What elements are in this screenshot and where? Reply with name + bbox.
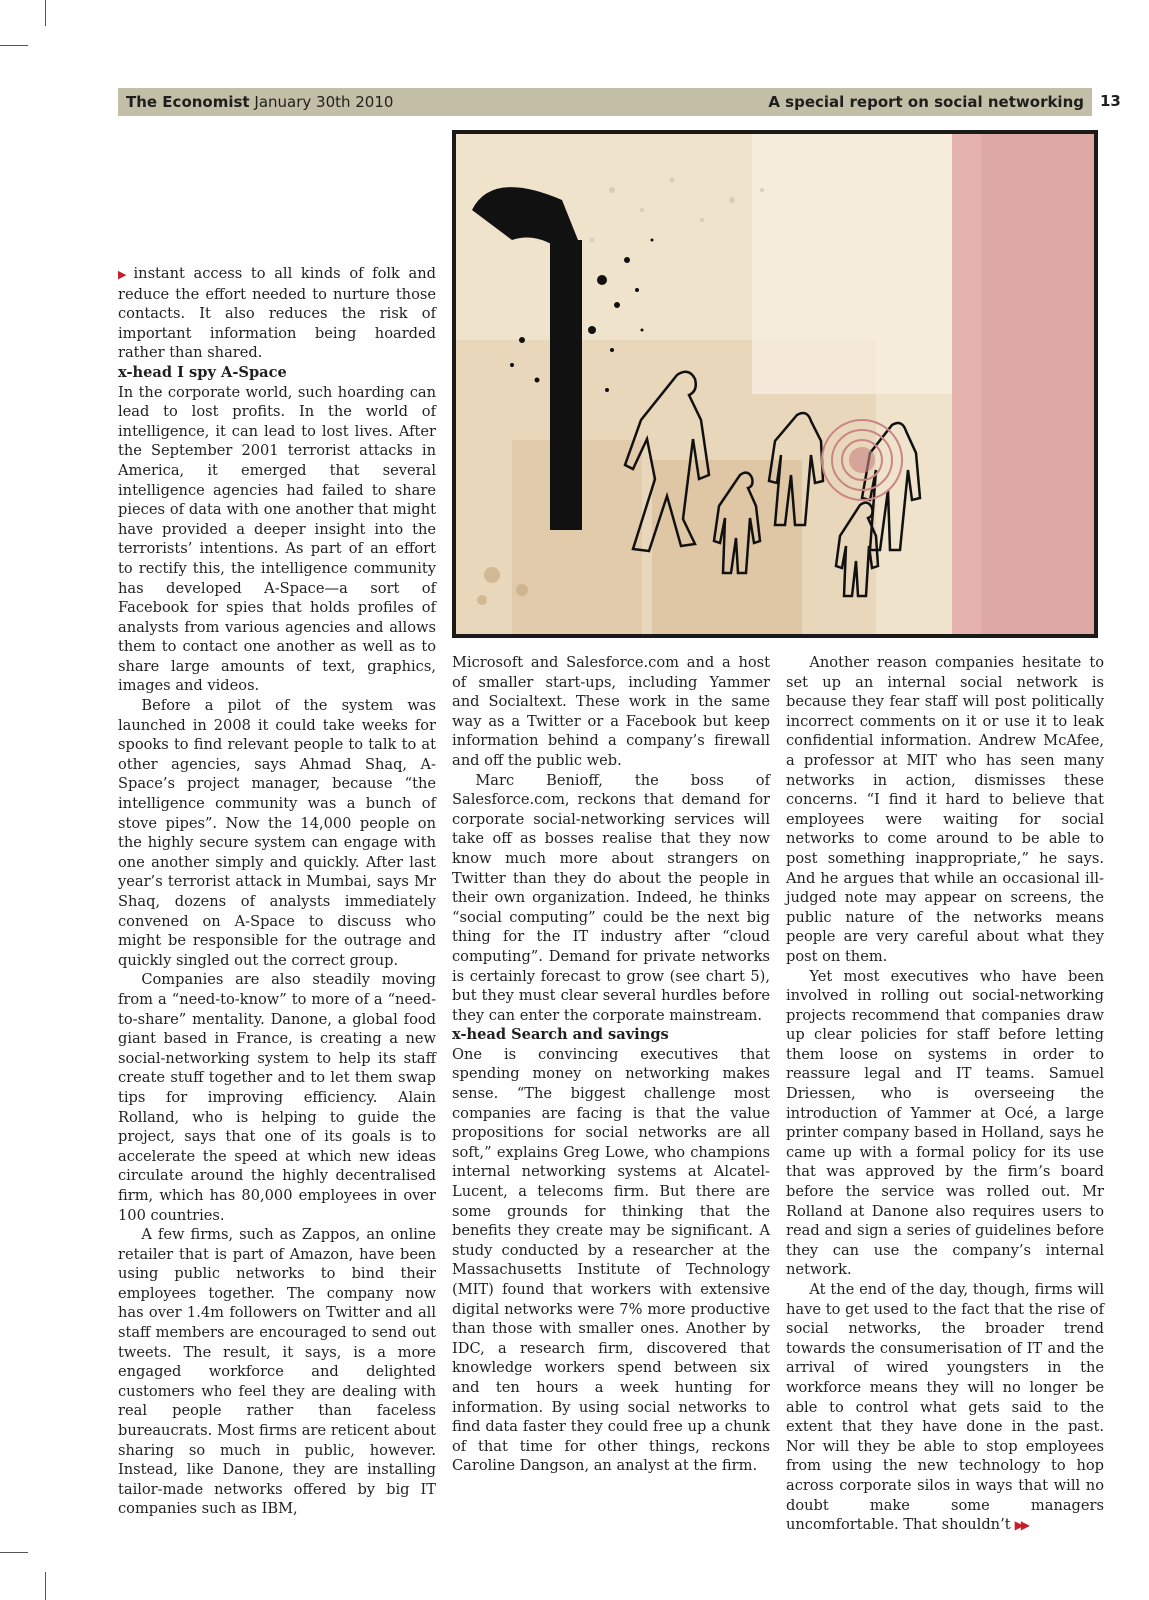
column-3 bbox=[786, 653, 1104, 1536]
issue-date: January 30th 2010 bbox=[254, 93, 394, 111]
continued-from-arrow-icon: ▶ bbox=[118, 268, 131, 281]
body-paragraph: One is convincing executives that spending money on networking makes sense. “The biggest challenge most companies are facing is that the value propositions for social networks are all soft,” explains Greg Lowe, who champions internal networking systems at Alcatel-Lucent, a telecoms firm. But there are some grounds for thinking that the benefits they create may be significant. A study conducted by a researcher at the Massachusetts Institute of Technology (MIT) found that workers with extensive digital networks were 7% more productive than those with smaller ones. Another by IDC, a research firm, discovered that knowledge workers spend between six and ten hours a week hunting for information. By using social networks to find data faster they could free up a chunk of that time for other things, reckons Caroline Dangson, an analyst at the firm. bbox=[452, 1045, 770, 1475]
continued-text: instant access to all kinds of folk and reduce the effort needed to nurture those contacts. It also reduces the risk of important information being hoarded rather than shared. bbox=[118, 265, 436, 362]
body-paragraph: Before a pilot of the system was launched in 2008 it could take weeks for spooks to find relevant people to talk to at other agencies, says Ahmad Shaq, A-Space’s project manager, because “the intelligence community was a bunch of stove pipes”. Now the 14,000 people on the highly secure system can engage with one another simply and quickly. After last year’s terrorist attack in Mumbai, says Mr Shaq, dozens of analysts immediately convened on A-Space to discuss who might be responsible for the outrage and quickly singled out the correct group. bbox=[118, 697, 436, 969]
page-number: 13 bbox=[1100, 92, 1121, 110]
header-left bbox=[126, 93, 393, 111]
running-header bbox=[118, 88, 1092, 116]
crop-mark bbox=[0, 45, 28, 46]
final-paragraph-text: At the end of the day, though, firms will have to get used to the fact that the rise of social networks, the broader trend towards the consumerisation of IT and the arrival of wired youngsters in the workforce means they will no longer be able to control what gets said to the extent that they have done in the past. Nor will they be able to stop employees from using the new technology to hop across corporate silos in ways that will no doubt make some managers uncomfortable. That shouldn’t bbox=[786, 1281, 1104, 1534]
continued-paragraph bbox=[118, 264, 436, 363]
column-1 bbox=[118, 264, 436, 1519]
body-paragraph: In the corporate world, such hoarding can lead to lost profits. In the world of intelligence, it can lead to lost lives. After the September 2001 terrorist attacks in America, it emerged that several intelligence agencies had failed to share pieces of data with one another that might have provided a deeper insight into the terrorists’ intentions. As part of an effort to rectify this, the intelligence community has developed A-Space—a sort of Facebook for spies that holds profiles of analysts from various agencies and allows them to contact one another as well as to share large amounts of text, graphics, images and videos. bbox=[118, 383, 436, 695]
section-title: A special report on social networking bbox=[768, 93, 1084, 111]
subheading: x-head I spy A-Space bbox=[118, 363, 287, 381]
body-paragraph: Another reason companies hesitate to set up an internal social network is because they fear staff will post politically incorrect comments on it or use it to leak confidential information. Andrew McAfee, a professor at MIT who has seen many networks in action, dismisses these concerns. “I find it hard to believe that employees were waiting for social networks to come around to be able to post something inappropriate,” he says. And he argues that while an occasional ill-judged note may appear on screens, the public nature of the networks means people are very careful about what they post on them. bbox=[786, 654, 1104, 965]
crop-mark bbox=[0, 1552, 28, 1553]
body-paragraph: Yet most executives who have been involved in rolling out social-networking projects recommend that companies draw up clear policies for staff before letting them loose on systems in order to reassure legal and IT teams. Samuel Driessen, who is overseeing the introduction of Yammer at Océ, a large printer company based in Holland, says he came up with a formal policy for its use that was approved by the firm’s board before the service was rolled out. Mr Rolland at Danone also requires users to read and sign a series of guidelines before they can use the company’s internal network. bbox=[786, 967, 1104, 1279]
body-paragraph: Companies are also steadily moving from a “need-to-know” to more of a “need-to-share” mentality. Danone, a global food giant based in France, is creating a new social-networking system to help its staff create stuff together and to let them swap tips for improving efficiency. Alain Rolland, who is helping to guide the project, says that one of its goals is to accelerate the speed at which new ideas circulate around the highly decentralised firm, which has 80,000 employees in over 100 countries. bbox=[118, 971, 436, 1224]
subheading: x-head Search and savings bbox=[452, 1026, 669, 1044]
pillar-brush-stroke bbox=[550, 240, 582, 530]
crop-mark bbox=[45, 0, 46, 26]
body-paragraph: Marc Benioff, the boss of Salesforce.com, reckons that demand for corporate social-networking services will take off as bosses realise that they now know much more about strangers on Twitter than they do about the people in their own organization. Indeed, he thinks “social computing” could be the next big thing for the IT industry after “cloud computing”. Demand for private networks is certainly forecast to grow (see chart 5), but they must clear several hurdles before they can enter the corporate mainstream. bbox=[452, 771, 770, 1024]
publication-name: The Economist bbox=[126, 93, 250, 111]
body-paragraph bbox=[786, 1280, 1104, 1536]
body-paragraph: A few firms, such as Zappos, an online retailer that is part of Amazon, have been using public networks to bind their employees together. The company now has over 1.4m followers on Twitter and all staff members are encouraged to send out tweets. The result, it says, is a more engaged workforce and delighted customers who feel they are dealing with real people rather than faceless bureaucrats. Most firms are reticent about sharing so much in public, however. Instead, like Danone, they are installing tailor-made networks offered by big IT companies such as IBM, bbox=[118, 1226, 436, 1518]
body-paragraph: Microsoft and Salesforce.com and a host of smaller start-ups, including Yammer and Socialtext. These work in the same way as a Twitter or a Facebook but keep information behind a company’s firewall and off the public web. bbox=[452, 654, 770, 769]
illustration bbox=[452, 130, 1098, 638]
crop-mark bbox=[45, 1572, 46, 1600]
column-2 bbox=[452, 653, 770, 1476]
continued-on-arrow-icon: ▶▶ bbox=[1014, 1518, 1028, 1533]
